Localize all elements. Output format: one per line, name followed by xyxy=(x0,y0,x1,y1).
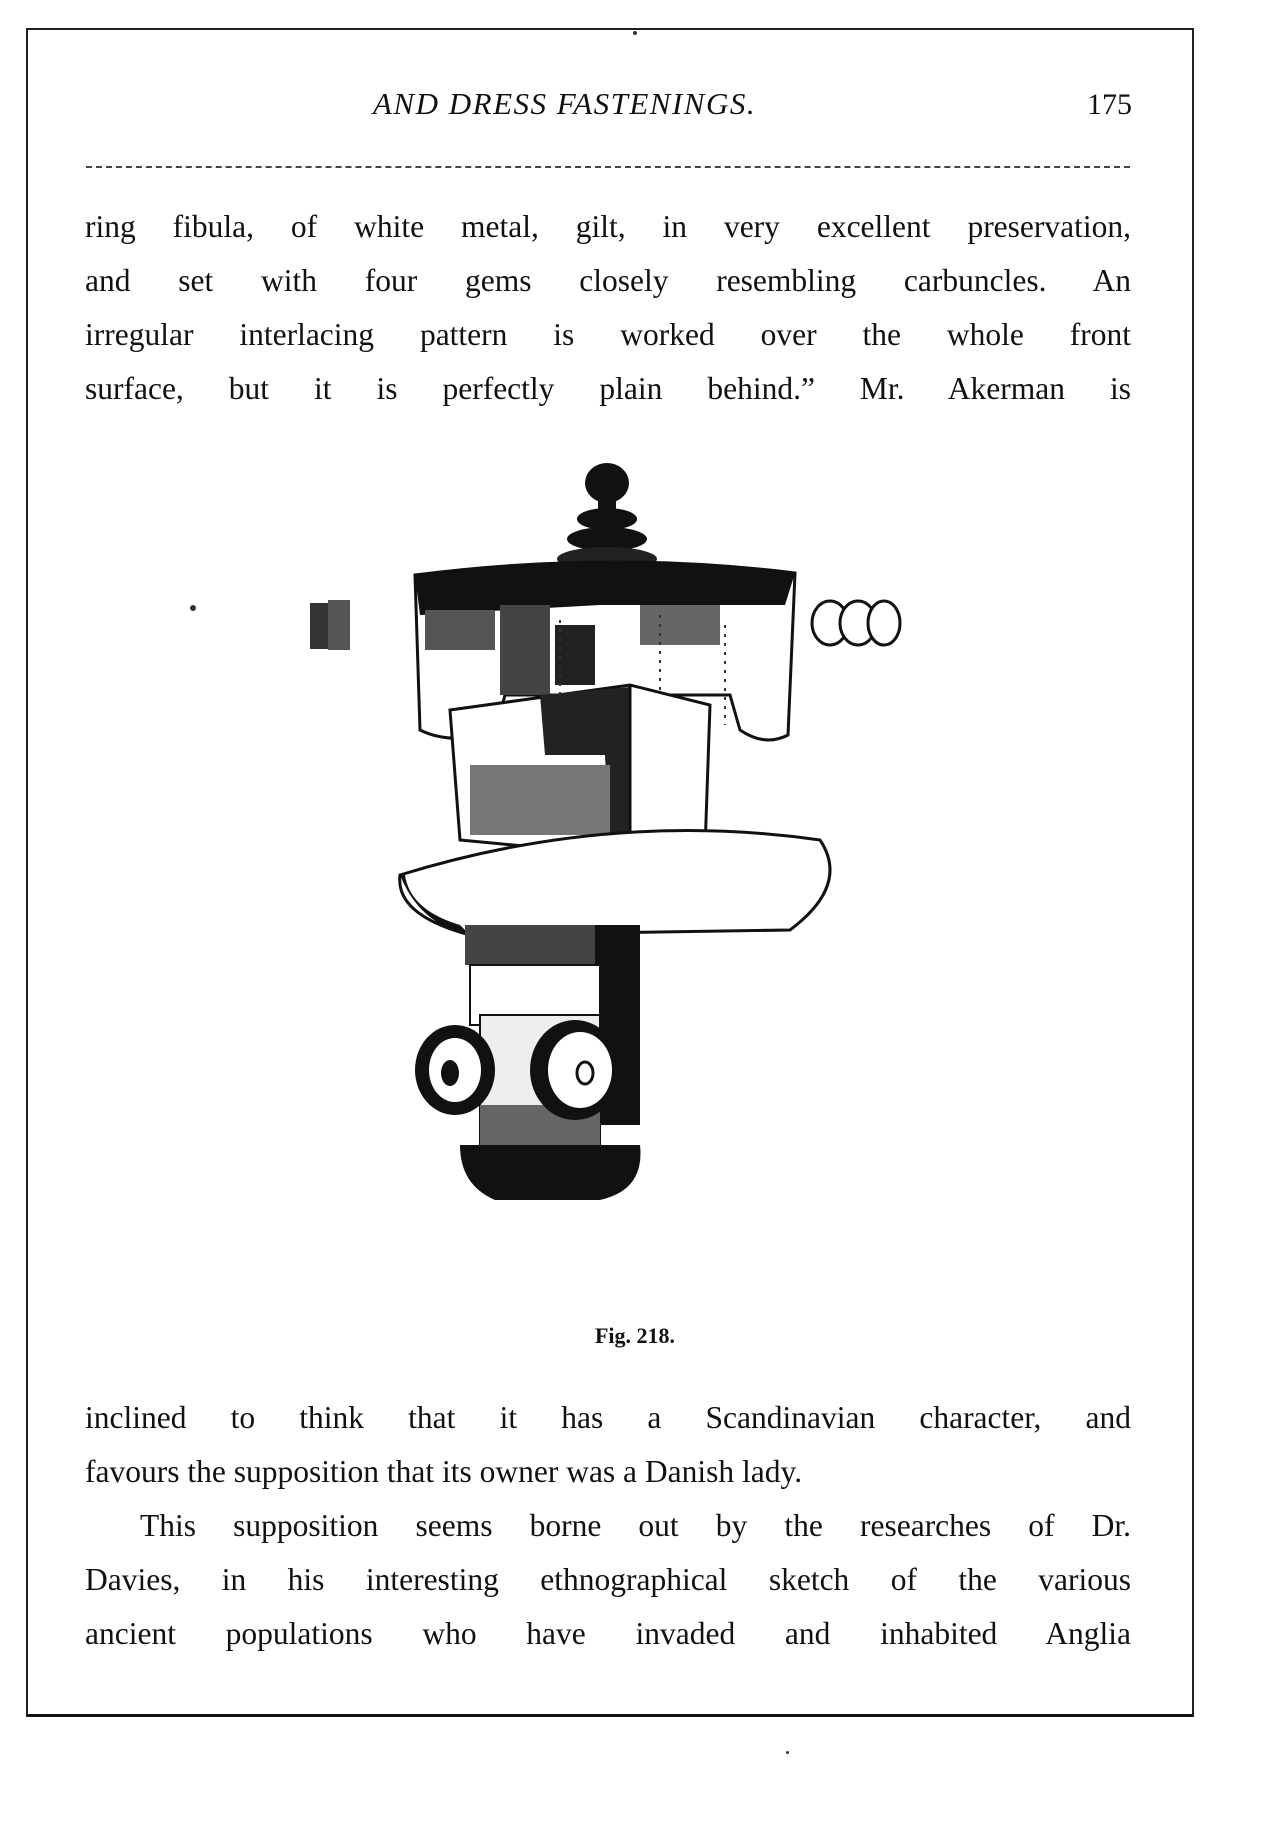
text-line: ring fibula, of white metal, gilt, in very excellent preservation, xyxy=(85,209,1131,244)
running-title: AND DRESS FASTENINGS. xyxy=(373,86,757,121)
brooch-illustration xyxy=(310,455,910,1335)
paragraph-top xyxy=(85,200,1131,416)
running-head xyxy=(0,86,1270,126)
ink-speck xyxy=(786,1751,789,1754)
header-rule xyxy=(86,166,1130,168)
paragraph-bottom xyxy=(85,1391,1131,1661)
page-number: 175 xyxy=(1087,88,1132,121)
ink-speck xyxy=(190,605,196,611)
text-line: irregular interlacing pattern is worked over the whole front xyxy=(85,317,1131,352)
text-line: favours the supposition that its owner was a Danish lady. xyxy=(85,1454,803,1489)
text-line: inclined to think that it has a Scandinavian character, and xyxy=(85,1400,1131,1435)
ink-speck xyxy=(633,31,637,35)
text-line: This supposition seems borne out by the researches of Dr. xyxy=(140,1508,1131,1543)
text-line: ancient populations who have invaded and inhabited Anglia xyxy=(85,1616,1131,1651)
text-line: surface, but it is perfectly plain behind.” Mr. Akerman is xyxy=(85,371,1131,406)
figure-caption: Fig. 218. xyxy=(594,1323,676,1348)
text-line: Davies, in his interesting ethnographical sketch of the various xyxy=(85,1562,1131,1597)
text-line: and set with four gems closely resembling carbuncles. An xyxy=(85,263,1131,298)
